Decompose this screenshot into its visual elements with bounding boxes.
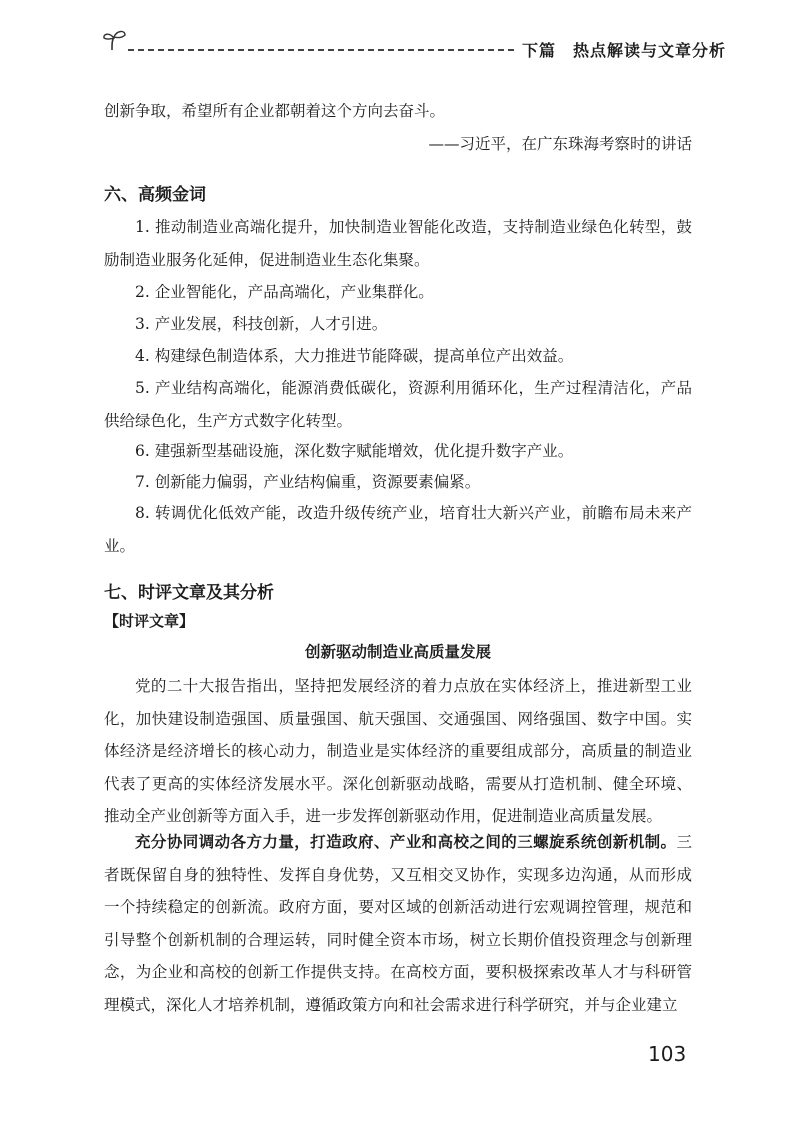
sprout-icon [100,28,130,52]
header-title: 下篇 热点解读与文章分析 [522,41,727,60]
header-divider [128,49,514,51]
list-item: 8. 转调优化低效产能，改造升级传统产业，培育壮大新兴产业，前瞻布局未来产业。 [104,504,692,555]
intro-line: 创新争取，希望所有企业都朝着这个方向去奋斗。 [104,102,446,120]
article-paragraph [104,826,692,1021]
paragraph-body: 三者既保留自身的独特性、发挥自身优势，又互相交叉协作，实现多边沟通，从而形成一个持续稳定的创新流。政府方面，要对区域的创新活动进行宏观调控管理，规范和引导整个创新机制的合理运转，同时健全资本市场，树立长期价值投资理念与创新理念，为企业和高校的创新工作提供支持。在高校方面，要积极探索改革人才与科研管理模式，深化人才培养机制，遵循政策方向和社会需求进行科学研究，并与企业建立 [104,833,692,1014]
list-item: 2. 企业智能化，产品高端化，产业集群化。 [135,283,434,301]
list-item: 6. 建强新型基础设施，深化数字赋能增效，优化提升数字产业。 [135,442,574,460]
article-paragraph: 党的二十大报告指出，坚持把发展经济的着力点放在实体经济上，推进新型工业化，加快建设制造强国、质量强国、航天强国、交通强国、网络强国、数字中国。实体经济是经济增长的核心动力，制造业是实体经济的重要组成部分，高质量的制造业代表了更高的实体经济发展水平。深化创新驱动战略，需要从打造机制、健全环境、推动全产业创新等方面入手，进一步发挥创新驱动作用，促进制造业高质量发展。 [104,677,692,825]
list-item: 7. 创新能力偏弱，产业结构偏重，资源要素偏紧。 [135,473,481,491]
list-item: 1. 推动制造业高端化提升，加快制造业智能化改造，支持制造业绿色化转型，鼓励制造业服务化延伸，促进制造业生态化集聚。 [104,218,692,269]
article-title: 创新驱动制造业高质量发展 [304,643,491,661]
list-item: 4. 构建绿色制造体系，大力推进节能降碳，提高单位产出效益。 [135,347,574,365]
section-heading: 七、时评文章及其分析 [104,583,274,603]
section-heading: 六、高频金词 [104,185,206,205]
paragraph-lead: 充分协同调动各方力量，打造政府、产业和高校之间的三螺旋系统创新机制。 [135,832,677,851]
running-header [0,0,800,70]
quote-attribution: ——习近平，在广东珠海考察时的讲话 [428,135,692,153]
list-item: 3. 产业发展，科技创新，人才引进。 [135,315,388,333]
page-number: 103 [648,1042,687,1066]
list-item: 5. 产业结构高端化，能源消费低碳化，资源利用循环化，生产过程清洁化，产品供给绿色化，生产方式数字化转型。 [104,379,692,430]
article-tag: 【时评文章】 [104,612,195,630]
